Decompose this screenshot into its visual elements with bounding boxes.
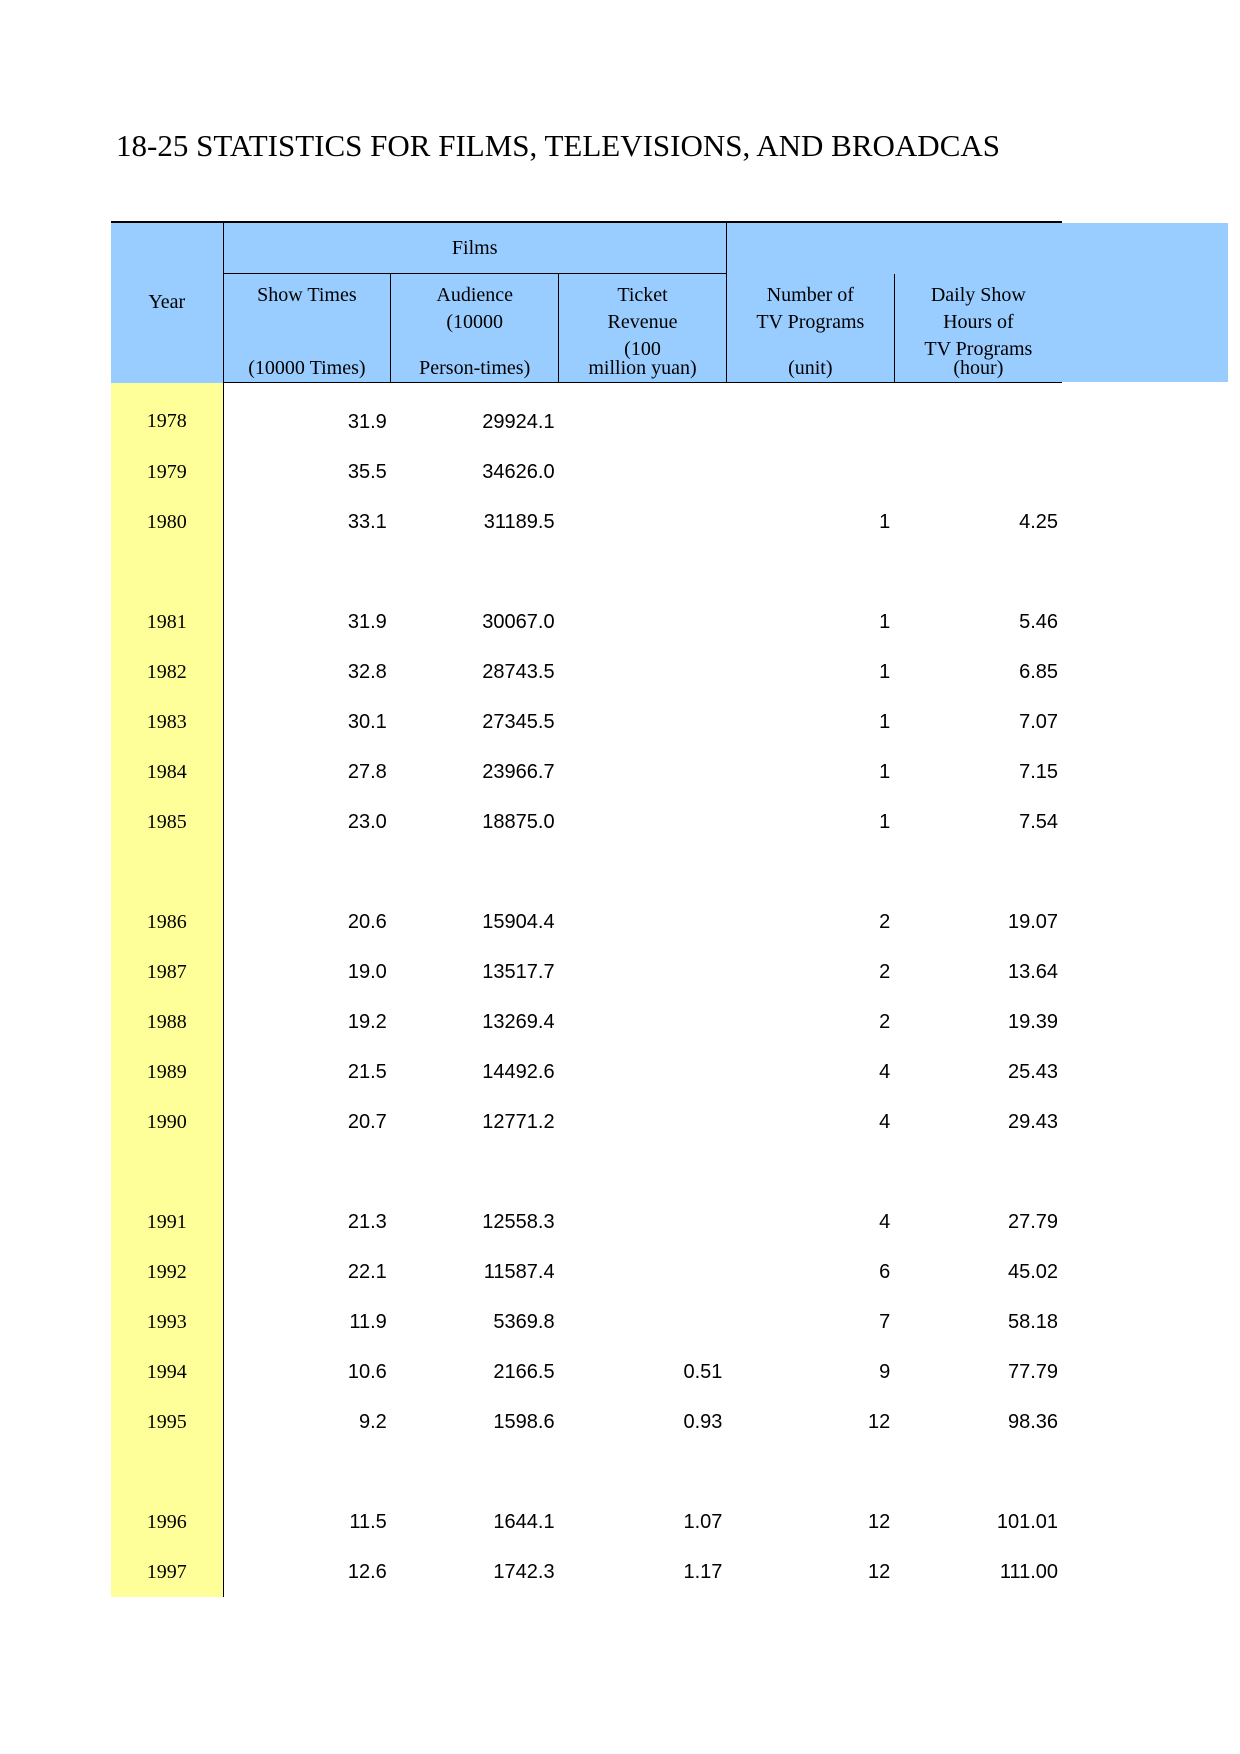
column-unit-label: million yuan) [588, 357, 697, 379]
spacer-row [111, 1447, 1062, 1497]
value-cell: 1 [879, 510, 891, 533]
page-title: 18-25 STATISTICS FOR FILMS, TELEVISIONS, AND BROADCAS [116, 128, 1000, 163]
empty-cell [559, 1447, 727, 1497]
value-cell: 35.5 [347, 460, 387, 483]
ticket-revenue-header [559, 274, 727, 383]
table-row [111, 1097, 1062, 1147]
statistics-table [111, 223, 1062, 1597]
value-cell [559, 897, 727, 947]
value-cell [559, 1097, 727, 1147]
value-cell: 0.93 [683, 1410, 723, 1433]
column-header-line: (10000 [446, 311, 504, 333]
year-cell: 1986 [111, 897, 223, 947]
tv-group-header [726, 223, 1062, 274]
value-cell: 28743.5 [482, 660, 555, 683]
value-cell: 2 [879, 910, 891, 933]
value-cell: 6 [879, 1260, 891, 1283]
table-row [111, 1497, 1062, 1547]
table-row [111, 497, 1062, 547]
value-cell: 4 [879, 1210, 891, 1233]
value-cell: 12 [867, 1510, 891, 1533]
value-cell: 77.79 [1007, 1360, 1059, 1383]
column-header-line: Show Times [257, 284, 357, 306]
column-unit-label: (hour) [953, 357, 1004, 379]
year-cell: 1979 [111, 447, 223, 497]
empty-cell [894, 1147, 1062, 1197]
empty-cell [726, 547, 894, 597]
value-cell: 9.2 [358, 1410, 387, 1433]
empty-cell [391, 1447, 559, 1497]
value-cell: 111.00 [999, 1560, 1059, 1583]
value-cell: 34626.0 [482, 460, 555, 483]
value-cell: 4 [879, 1110, 891, 1133]
value-cell: 11.5 [349, 1510, 387, 1533]
value-cell: 13269.4 [482, 1010, 555, 1033]
value-cell: 13.64 [1007, 960, 1059, 983]
value-cell: 2 [879, 960, 891, 983]
films-group-header: Films [223, 223, 726, 274]
column-header-line: TV Programs [924, 337, 1033, 360]
statistics-table-container [111, 223, 1062, 1597]
value-cell: 6.85 [1019, 660, 1059, 683]
value-cell: 5369.8 [493, 1310, 555, 1333]
value-cell: 1.07 [683, 1510, 723, 1533]
empty-cell [223, 1447, 391, 1497]
value-cell: 27.79 [1007, 1210, 1059, 1233]
table-row [111, 897, 1062, 947]
empty-cell [223, 847, 391, 897]
value-cell: 1 [879, 710, 891, 733]
value-cell: 1 [879, 610, 891, 633]
value-cell: 1 [879, 760, 891, 783]
table-header [111, 223, 1062, 383]
value-cell: 9 [879, 1360, 891, 1383]
year-cell: 1982 [111, 647, 223, 697]
table-row [111, 947, 1062, 997]
value-cell: 30.1 [347, 710, 387, 733]
empty-cell [726, 1147, 894, 1197]
table-row [111, 1397, 1062, 1447]
value-cell: 1 [879, 810, 891, 833]
value-cell: 11.9 [349, 1310, 387, 1333]
value-cell: 45.02 [1007, 1260, 1059, 1283]
table-row [111, 697, 1062, 747]
value-cell: 7.54 [1019, 810, 1059, 833]
value-cell: 7.15 [1019, 760, 1059, 783]
value-cell [559, 697, 727, 747]
empty-cell [223, 547, 391, 597]
empty-cell [894, 1447, 1062, 1497]
spacer-row [111, 847, 1062, 897]
value-cell: 12.6 [347, 1560, 387, 1583]
column-header-line: TV Programs [756, 310, 865, 333]
value-cell [559, 747, 727, 797]
year-cell: 1980 [111, 497, 223, 547]
empty-cell [559, 847, 727, 897]
empty-cell [726, 847, 894, 897]
empty-cell [391, 1147, 559, 1197]
column-header-line: Daily Show [930, 283, 1026, 306]
value-cell: 101.01 [996, 1510, 1059, 1533]
value-cell: 1 [879, 660, 891, 683]
value-cell [726, 383, 894, 448]
year-cell [111, 1147, 223, 1197]
empty-cell [559, 1147, 727, 1197]
value-cell: 15904.4 [482, 910, 555, 933]
table-row [111, 1347, 1062, 1397]
column-header-line: Hours of [943, 310, 1014, 333]
value-cell: 12 [867, 1560, 891, 1583]
value-cell [559, 797, 727, 847]
header-overflow-fill [1062, 223, 1228, 382]
table-row [111, 1297, 1062, 1347]
show-times-header [223, 274, 391, 383]
tv-programs-count-header [726, 274, 894, 383]
spacer-row [111, 547, 1062, 597]
year-cell: 1988 [111, 997, 223, 1047]
value-cell [559, 1047, 727, 1097]
table-row [111, 797, 1062, 847]
table-row [111, 647, 1062, 697]
value-cell: 32.8 [347, 660, 387, 683]
empty-cell [726, 1447, 894, 1497]
value-cell [559, 647, 727, 697]
year-cell: 1993 [111, 1297, 223, 1347]
value-cell [559, 997, 727, 1047]
year-cell: 1992 [111, 1247, 223, 1297]
table-row [111, 1247, 1062, 1297]
table-row [111, 383, 1062, 448]
table-row [111, 997, 1062, 1047]
column-header-line: Number of [766, 283, 854, 306]
column-header-line: Ticket [617, 284, 668, 306]
value-cell: 33.1 [347, 510, 387, 533]
column-unit-label: Person-times) [419, 357, 531, 379]
value-cell [726, 447, 894, 497]
value-cell: 20.7 [347, 1110, 387, 1133]
empty-cell [894, 847, 1062, 897]
value-cell: 12558.3 [482, 1210, 555, 1233]
value-cell: 10.6 [347, 1360, 387, 1383]
value-cell: 19.2 [347, 1010, 387, 1033]
column-header-label [391, 282, 558, 336]
empty-cell [391, 547, 559, 597]
value-cell [559, 447, 727, 497]
year-cell [111, 847, 223, 897]
value-cell: 29924.1 [482, 410, 555, 433]
value-cell [559, 497, 727, 547]
value-cell: 27.8 [347, 760, 387, 783]
table-row [111, 447, 1062, 497]
value-cell: 19.0 [347, 960, 387, 983]
column-header-line: Revenue [607, 311, 678, 333]
value-cell: 1598.6 [493, 1410, 555, 1433]
column-unit-label: (10000 Times) [248, 357, 366, 379]
table-row [111, 747, 1062, 797]
empty-cell [894, 547, 1062, 597]
value-cell: 25.43 [1007, 1060, 1059, 1083]
value-cell [559, 1297, 727, 1347]
value-cell: 29.43 [1007, 1110, 1059, 1133]
table-row [111, 1197, 1062, 1247]
value-cell: 7.07 [1019, 710, 1059, 733]
year-cell: 1984 [111, 747, 223, 797]
year-cell: 1996 [111, 1497, 223, 1547]
value-cell: 1742.3 [493, 1560, 555, 1583]
value-cell: 13517.7 [482, 960, 555, 983]
value-cell: 19.39 [1007, 1010, 1059, 1033]
value-cell: 4.25 [1019, 510, 1059, 533]
value-cell [894, 383, 1062, 448]
table-row [111, 1547, 1062, 1597]
value-cell: 98.36 [1007, 1410, 1059, 1433]
year-cell: 1983 [111, 697, 223, 747]
value-cell: 31189.5 [483, 510, 555, 533]
year-cell: 1997 [111, 1547, 223, 1597]
value-cell: 1644.1 [493, 1510, 555, 1533]
year-cell: 1987 [111, 947, 223, 997]
value-cell: 12 [867, 1410, 891, 1433]
value-cell: 21.5 [347, 1060, 387, 1083]
value-cell: 0.51 [683, 1360, 723, 1383]
value-cell: 11587.4 [483, 1260, 555, 1283]
value-cell: 58.18 [1007, 1310, 1059, 1333]
year-cell: 1990 [111, 1097, 223, 1147]
value-cell: 31.9 [347, 610, 387, 633]
year-cell: 1994 [111, 1347, 223, 1397]
audience-header [391, 274, 559, 383]
year-cell: 1991 [111, 1197, 223, 1247]
value-cell: 19.07 [1007, 910, 1059, 933]
value-cell [559, 1247, 727, 1297]
value-cell: 7 [879, 1310, 891, 1333]
column-header-label [559, 282, 726, 363]
spacer-row [111, 1147, 1062, 1197]
value-cell: 21.3 [347, 1210, 387, 1233]
value-cell [559, 383, 727, 448]
value-cell [894, 447, 1062, 497]
column-unit-label: (unit) [788, 357, 833, 379]
value-cell: 23966.7 [482, 760, 555, 783]
year-cell: 1985 [111, 797, 223, 847]
value-cell: 2166.5 [493, 1360, 555, 1383]
value-cell [559, 947, 727, 997]
column-header-label [895, 282, 1062, 363]
column-header-line: (100 [624, 338, 661, 360]
year-cell: 1978 [111, 383, 223, 448]
value-cell: 14492.6 [482, 1060, 555, 1083]
value-cell: 22.1 [347, 1260, 387, 1283]
column-header-label [224, 282, 391, 309]
year-header: Year [111, 223, 223, 383]
column-header-line: Audience [436, 284, 514, 306]
table-row [111, 1047, 1062, 1097]
value-cell [559, 1197, 727, 1247]
value-cell: 5.46 [1019, 610, 1059, 633]
table-body [111, 383, 1062, 1598]
daily-show-hours-header [894, 274, 1062, 383]
value-cell: 12771.2 [482, 1110, 555, 1133]
empty-cell [559, 547, 727, 597]
value-cell: 2 [879, 1010, 891, 1033]
value-cell: 30067.0 [482, 610, 555, 633]
value-cell: 20.6 [347, 910, 387, 933]
value-cell: 23.0 [347, 810, 387, 833]
empty-cell [391, 847, 559, 897]
year-cell: 1989 [111, 1047, 223, 1097]
table-row [111, 597, 1062, 647]
year-cell [111, 547, 223, 597]
year-cell: 1995 [111, 1397, 223, 1447]
value-cell: 31.9 [347, 410, 387, 433]
year-cell [111, 1447, 223, 1497]
value-cell [559, 597, 727, 647]
empty-cell [223, 1147, 391, 1197]
value-cell: 1.17 [683, 1560, 723, 1583]
column-header-label [727, 282, 894, 336]
value-cell: 4 [879, 1060, 891, 1083]
year-cell: 1981 [111, 597, 223, 647]
value-cell: 27345.5 [482, 710, 555, 733]
value-cell: 18875.0 [482, 810, 555, 833]
